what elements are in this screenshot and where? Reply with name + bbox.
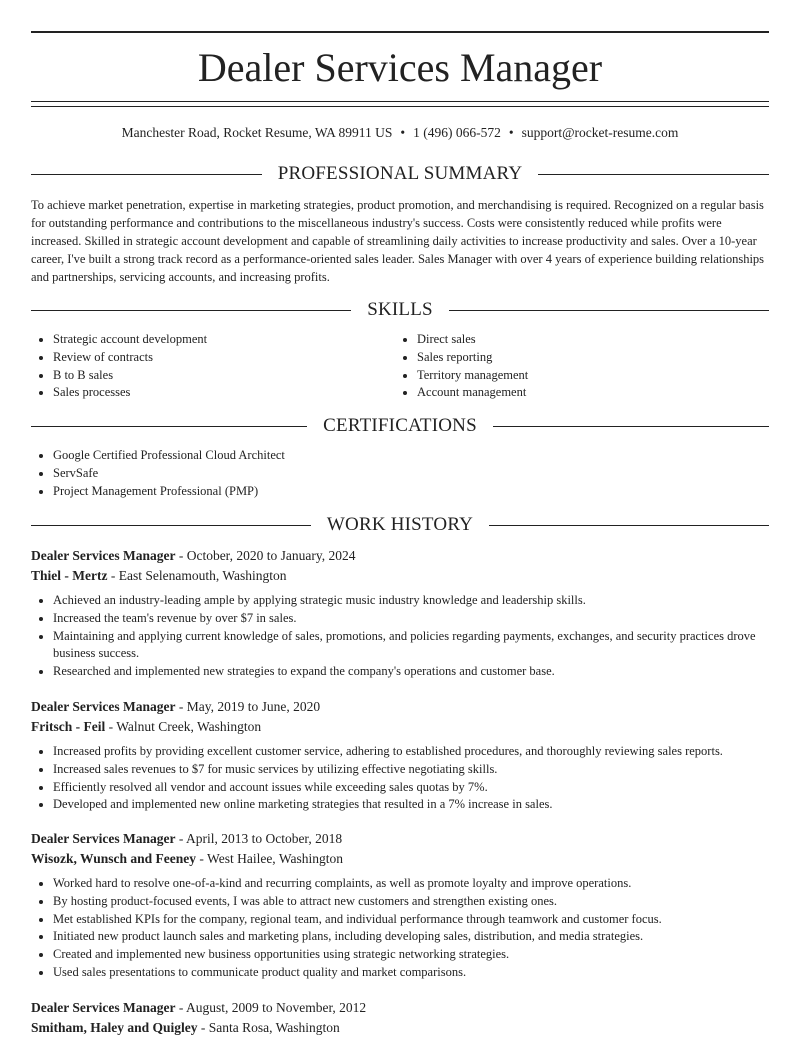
contact-email: support@rocket-resume.com: [521, 125, 679, 140]
job-entry: [31, 829, 769, 982]
heading-rule: [31, 310, 351, 311]
job-bullet: • Increased sales revenues to $7 for music services by utilizing effective negotiating skills.: [53, 761, 769, 779]
certification-item: • Project Management Professional (PMP): [53, 483, 753, 501]
contact-separator: •: [508, 125, 514, 140]
job-location: - Santa Rosa, Washington: [197, 1020, 340, 1035]
job-title: Dealer Services Manager: [31, 699, 176, 714]
job-bullet: • Achieved an industry-leading ample by applying strategic music industry knowledge and leadership skills.: [53, 592, 769, 610]
candidate-name: Dealer Services Manager: [197, 45, 603, 90]
job-bullet: • Worked hard to resolve one-of-a-kind and recurring complaints, as well as promote loyalty and improve operations.: [53, 875, 769, 893]
job-location: - Walnut Creek, Washington: [105, 719, 262, 734]
job-entry: [31, 998, 769, 1038]
heading-rule: [31, 525, 311, 526]
contact-line: [0, 124, 800, 142]
heading-rule: [493, 426, 769, 427]
job-dates: - April, 2013 to October, 2018: [175, 831, 343, 846]
heading-rule: [31, 174, 262, 175]
work-history-title: WORK HISTORY: [326, 514, 474, 535]
heading-rule: [538, 174, 769, 175]
job-location: - West Hailee, Washington: [196, 851, 343, 866]
summary-heading: [31, 162, 769, 186]
work-history-heading: [31, 513, 769, 537]
job-bullet: • Developed and implemented new online marketing strategies that resulted in a 7% increase in sales.: [53, 796, 769, 814]
certifications-title: CERTIFICATIONS: [323, 415, 477, 436]
job-dates: - October, 2020 to January, 2024: [175, 548, 356, 563]
skill-item: • Territory management: [417, 367, 757, 385]
job-bullet: • Created and implemented new business opportunities using strategic networking strategies.: [53, 946, 769, 964]
job-company-line: [31, 717, 769, 737]
skill-item: • Sales processes: [53, 384, 393, 402]
skill-item: • Direct sales: [417, 331, 757, 349]
job-role-line: [31, 546, 769, 566]
job-bullets: [31, 875, 769, 982]
job-bullet: • By hosting product-focused events, I was able to attract new customers and strengthen existing ones.: [53, 893, 769, 911]
job-entry: [31, 546, 769, 681]
job-title: Dealer Services Manager: [31, 1000, 176, 1015]
job-bullets: [31, 592, 769, 681]
job-company-line: [31, 566, 769, 586]
certification-item: • Google Certified Professional Cloud Architect: [53, 447, 753, 465]
double-rule: [31, 101, 769, 107]
certifications-list: [31, 447, 753, 500]
job-title: Dealer Services Manager: [31, 831, 176, 846]
skills-list-right: [395, 331, 757, 402]
certifications-heading: [31, 414, 769, 438]
skills-title: SKILLS: [367, 299, 433, 320]
job-bullet: • Initiated new product launch sales and marketing plans, including developing sales, distribution, and media strategies.: [53, 928, 769, 946]
job-bullets: [31, 743, 769, 814]
skills-heading: [31, 298, 769, 322]
job-company: Smitham, Haley and Quigley: [31, 1020, 198, 1035]
heading-rule: [449, 310, 769, 311]
heading-rule: [31, 426, 307, 427]
heading-rule: [489, 525, 769, 526]
job-company: Wisozk, Wunsch and Feeney: [31, 851, 197, 866]
top-rule: [31, 31, 769, 33]
job-company-line: [31, 1018, 769, 1038]
job-dates: - May, 2019 to June, 2020: [175, 699, 321, 714]
skill-item: • Strategic account development: [53, 331, 393, 349]
contact-address: Manchester Road, Rocket Resume, WA 89911 US: [121, 125, 393, 140]
job-bullet: • Increased profits by providing excellent customer service, adhering to established procedures, and thoroughly reviewing sales reports.: [53, 743, 769, 761]
contact-phone: 1 (496) 066-572: [413, 125, 501, 140]
skill-item: • Sales reporting: [417, 349, 757, 367]
skill-item: • B to B sales: [53, 367, 393, 385]
summary-text: To achieve market penetration, expertise in marketing strategies, product promotion, and merchandising is required. Recognized on a regular basis for outstanding performance and contributions to the miscellaneous industry's success. Costs were consistently reduced while profits were increased. Skilled in strategic account development and capable of streamlining daily activities to increase productivity and sales. Over a 10-year career, I've built a strong track record as a performance-oriented sales leader. Sales Manager with over 4 years of experience building relationships and partnerships, servicing accounts, and increasing profits.: [31, 198, 765, 284]
job-role-line: [31, 829, 769, 849]
job-company-line: [31, 849, 769, 869]
certification-item: • ServSafe: [53, 465, 753, 483]
job-location: - East Selenamouth, Washington: [107, 568, 287, 583]
job-bullet: • Researched and implemented new strategies to expand the company's operations and customer base.: [53, 663, 769, 681]
job-company: Fritsch - Feil: [31, 719, 106, 734]
job-dates: - August, 2009 to November, 2012: [175, 1000, 367, 1015]
job-title: Dealer Services Manager: [31, 548, 176, 563]
contact-separator: •: [400, 125, 406, 140]
summary-title: PROFESSIONAL SUMMARY: [277, 163, 523, 184]
job-bullet: • Used sales presentations to communicate product quality and market comparisons.: [53, 964, 769, 982]
job-bullet: • Increased the team's revenue by over $7 in sales.: [53, 610, 769, 628]
skill-item: • Review of contracts: [53, 349, 393, 367]
job-bullet: • Met established KPIs for the company, regional team, and individual performance through teamwork and customer focus.: [53, 911, 769, 929]
skills-list-left: [31, 331, 393, 402]
job-entry: [31, 697, 769, 814]
job-bullet: • Maintaining and applying current knowledge of sales, promotions, and policies regarding payments, exchanges, and security practices drove business success.: [53, 628, 769, 664]
job-role-line: [31, 998, 769, 1018]
job-bullet: • Efficiently resolved all vendor and account issues while exceeding sales quotas by 7%.: [53, 779, 769, 797]
job-company: Thiel - Mertz: [31, 568, 108, 583]
job-role-line: [31, 697, 769, 717]
skill-item: • Account management: [417, 384, 757, 402]
